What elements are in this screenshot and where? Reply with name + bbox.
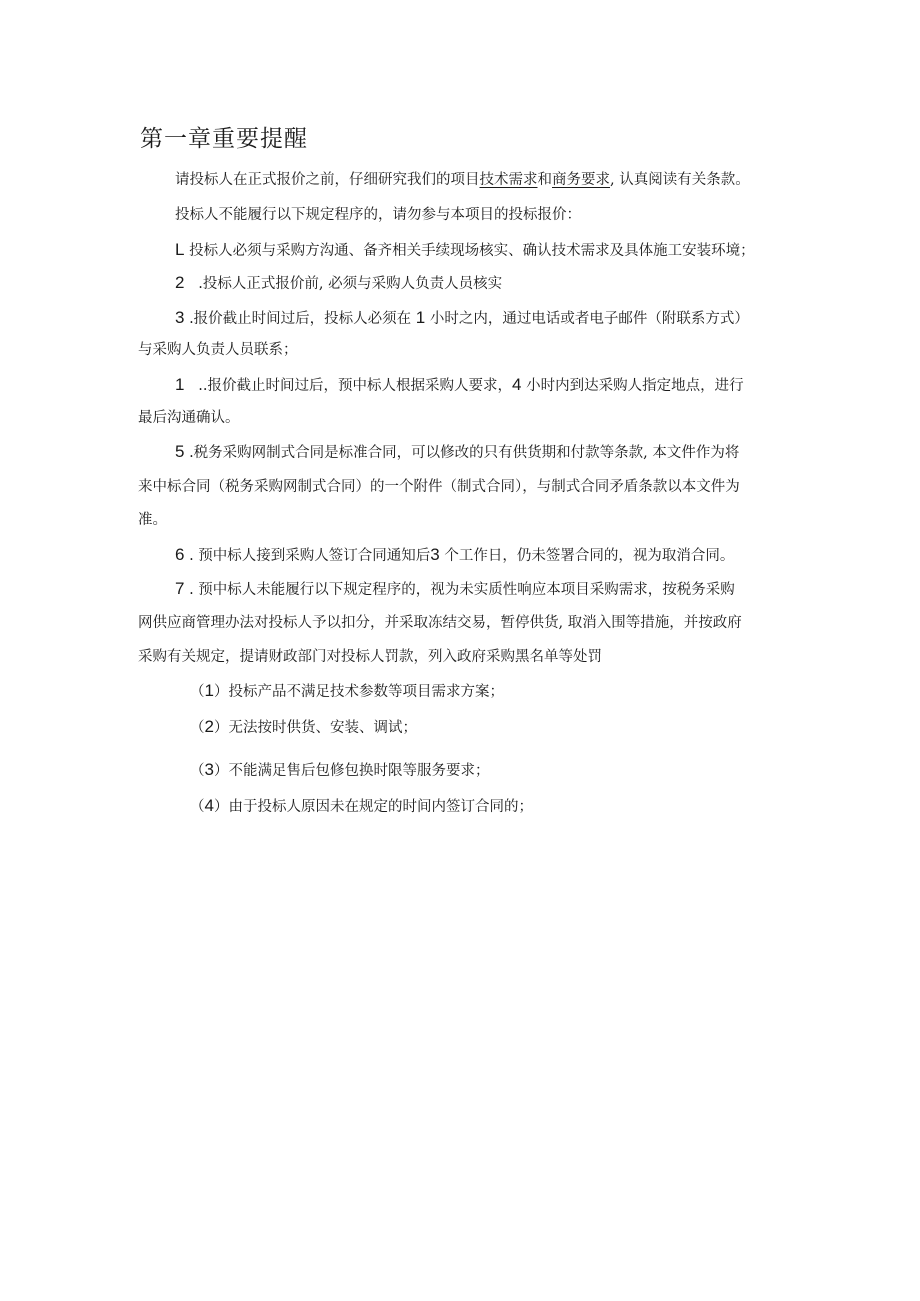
- item-text: 小时内到达采购人指定地点，进行: [526, 378, 744, 394]
- list-item: [175, 375, 744, 396]
- item-text: .税务采购网制式合同是标准合同，可以修改的只有供货期和付款等条款, 本文件作为将: [189, 445, 740, 461]
- item-text: ..报价截止时间过后，预中标人根据采购人要求，: [198, 378, 513, 394]
- sub-item-number: 4: [204, 796, 214, 815]
- sub-item-text: 由于投标人原因未在规定的时间内签订合同的；: [228, 799, 533, 815]
- item-continuation: 最后沟通确认。: [138, 410, 240, 426]
- intro-text-before: 请投标人在正式报价之前，仔细研究我们的项目: [175, 172, 480, 188]
- item-text: . 预中标人接到采购人签订合同通知后: [189, 548, 431, 564]
- item-text: 小时之内，通过电话或者电子邮件（附联系方式）: [429, 311, 749, 327]
- item-text: 投标人必须与采购方沟通、备齐相关手续现场核实、确认技术需求及具体施工安装环境；: [189, 243, 755, 259]
- item-number: 3: [175, 308, 185, 327]
- item-text: . 预中标人未能履行以下规定程序的，视为未实质性响应本项目采购需求，按税务采购: [189, 582, 735, 598]
- item-continuation: 采购有关规定，提请财政部门对投标人罚款，列入政府采购黑名单等处罚: [138, 649, 602, 665]
- item-number: 6: [175, 545, 185, 564]
- sub-item-text: 投标产品不满足技术参数等项目需求方案；: [228, 684, 504, 700]
- business-requirements-link[interactable]: 商务要求: [552, 172, 610, 188]
- tech-requirements-link[interactable]: 技术需求: [479, 172, 538, 188]
- sub-list-item: （3）不能满足售后包修包换时限等服务要求；: [190, 760, 490, 779]
- sub-item-number: 3: [204, 760, 214, 779]
- sub-list-item: （4）由于投标人原因未在规定的时间内签订合同的；: [190, 796, 533, 815]
- list-item: [175, 545, 734, 566]
- item-continuation: 与采购人负责人员联系；: [138, 342, 298, 358]
- sub-item-text: 无法按时供货、安装、调试；: [228, 720, 417, 736]
- item-text: .报价截止时间过后，投标人必须在: [189, 311, 412, 327]
- item-text: .投标人正式报价前, 必须与采购人负责人员核实: [198, 276, 503, 292]
- list-item: [175, 240, 755, 261]
- item-continuation: 来中标合同（税务采购网制式合同）的一个附件（制式合同），与制式合同矛盾条款以本文件为: [138, 479, 740, 495]
- sub-list-item: （2）无法按时供货、安装、调试；: [190, 717, 417, 736]
- item-number: 5: [175, 442, 185, 461]
- list-item: [175, 273, 502, 294]
- item-inline-number: 4: [512, 375, 522, 394]
- sub-list-item: （1）投标产品不满足技术参数等项目需求方案；: [190, 681, 504, 700]
- item-number: 2: [175, 273, 185, 292]
- list-item: [175, 579, 735, 600]
- intro-text-mid: 和: [537, 172, 552, 188]
- intro-paragraph: [175, 170, 750, 190]
- lead-paragraph: 投标人不能履行以下规定程序的，请勿参与本项目的投标报价：: [175, 207, 581, 223]
- list-item: [175, 442, 739, 463]
- sub-item-number: 1: [204, 681, 214, 700]
- sub-item-number: 2: [204, 717, 214, 736]
- item-continuation: 网供应商管理办法对投标人予以扣分，并采取冻结交易，暂停供货, 取消入围等措施，并按政府: [138, 615, 742, 631]
- item-text: 个工作日，仍未签署合同的，视为取消合同。: [444, 548, 735, 564]
- item-number: L: [175, 240, 185, 259]
- item-continuation: 准。: [138, 512, 167, 528]
- item-inline-number: 3: [430, 545, 440, 564]
- intro-text-after: , 认真阅读有关条款。: [610, 172, 750, 188]
- item-number: 7: [175, 579, 185, 598]
- item-number: 1: [175, 375, 185, 394]
- chapter-title: 第一章重要提醒: [140, 126, 308, 152]
- sub-item-text: 不能满足售后包修包换时限等服务要求；: [228, 763, 490, 779]
- item-inline-number: 1: [415, 308, 426, 327]
- list-item: [175, 308, 749, 329]
